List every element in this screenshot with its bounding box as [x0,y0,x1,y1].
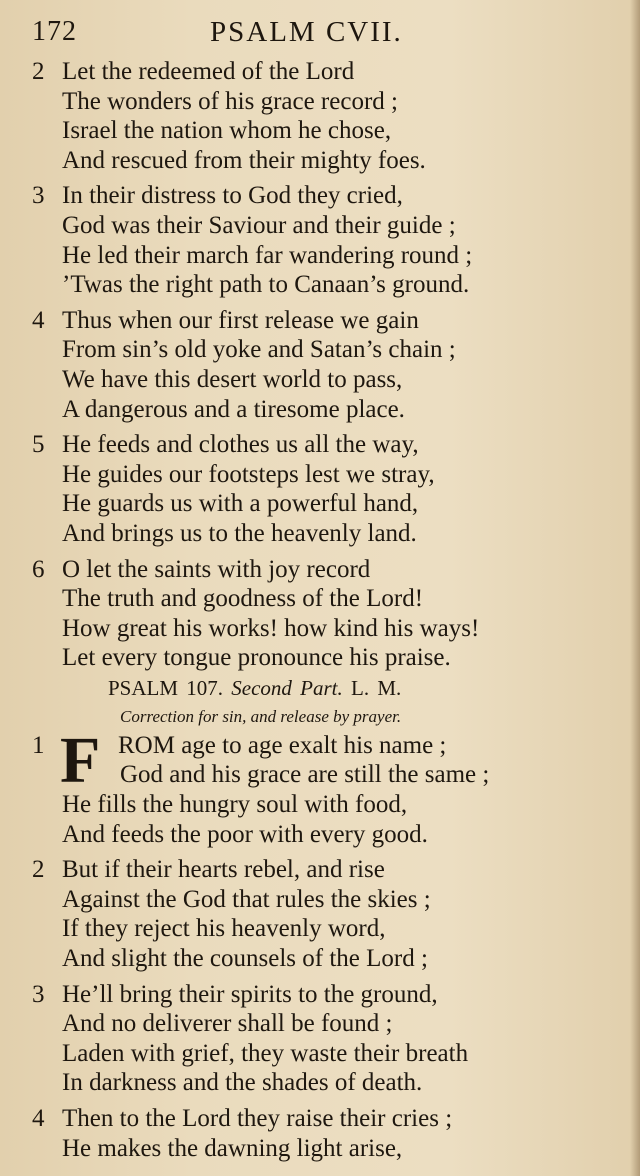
verse-line: ’Twas the right path to Canaan’s ground. [62,271,470,299]
verse-line: A dangerous and a tiresome place. [62,395,405,423]
page-header [0,16,640,56]
stanza-number: 2 [32,58,45,85]
stanza-number: 6 [32,555,45,583]
psalm-number: PSALM 107. [108,675,224,700]
verse-line: We have this desert world to pass, [62,365,403,393]
page-content [0,57,640,1163]
meter-label: L. M. [351,675,402,700]
verse-line: God and his grace are still the same ; [120,761,490,789]
stanza-number: 3 [32,182,45,210]
verse-line: ROM age to age exalt his name ; [118,731,447,759]
verse-line: He makes the dawning light arise, [62,1134,403,1162]
verse-line: Let the redeemed of the Lord [62,58,355,85]
stanza [0,855,640,973]
verse-line: Israel the nation whom he chose, [62,117,392,145]
verse-line: He feeds and clothes us all the way, [62,431,419,459]
verse-line: Then to the Lord they raise their cries ; [62,1105,453,1132]
stanza [0,723,640,849]
stanza [0,555,640,673]
verse-line: The truth and goodness of the Lord! [62,585,424,613]
verse-line: Let every tongue pronounce his praise. [62,644,451,672]
stanza-number: 1 [32,731,45,759]
verse-line: He’ll bring their spirits to the ground, [62,980,438,1008]
stanza [0,181,640,299]
verse-line: In their distress to God they cried, [62,182,403,210]
verse-line: In darkness and the shades of death. [62,1069,423,1097]
verse-line: And feeds the poor with every good. [62,820,428,848]
verse-line: He guards us with a powerful hand, [62,490,419,518]
psalm-heading [0,673,640,703]
page-number: 172 [32,16,77,47]
stanza-number: 3 [32,980,45,1008]
stanza-number: 4 [32,306,45,334]
stanza-number: 4 [32,1105,45,1132]
verse-line: And rescued from their mighty foes. [62,146,426,174]
drop-cap: F [60,723,101,797]
verse-line: O let the saints with joy record [62,555,371,583]
stanza [0,306,640,424]
verse-line: And brings us to the heavenly land. [62,519,417,547]
psalm-subtitle: Correction for sin, and release by prayer. [120,706,402,726]
verse-line: Against the God that rules the skies ; [62,885,431,913]
stanza [0,1104,640,1163]
running-title: PSALM CVII. [210,16,403,48]
verse-line: And no deliverer shall be found ; [62,1010,393,1038]
stanza [0,57,640,175]
verse-line: But if their hearts rebel, and rise [62,856,385,884]
verse-line: The wonders of his grace record ; [62,87,398,115]
verse-line: He guides our footsteps lest we stray, [62,460,435,488]
part-label: Second Part. [231,675,343,700]
stanza-number: 2 [32,856,45,884]
stanza [0,980,640,1098]
verse-line: He fills the hungry soul with food, [62,791,408,819]
verse-line: Thus when our first release we gain [62,306,419,334]
verse-line: How great his works! how kind his ways! [62,614,480,642]
verse-line: If they reject his heavenly word, [62,915,386,943]
stanza-number: 5 [32,431,45,459]
verse-line: And slight the counsels of the Lord ; [62,945,428,973]
verse-line: He led their march far wandering round ; [62,241,473,269]
verse-line: From sin’s old yoke and Satan’s chain ; [62,336,456,364]
verse-line: God was their Saviour and their guide ; [62,211,456,239]
verse-line: Laden with grief, they waste their breath [62,1039,469,1067]
stanza [0,430,640,548]
